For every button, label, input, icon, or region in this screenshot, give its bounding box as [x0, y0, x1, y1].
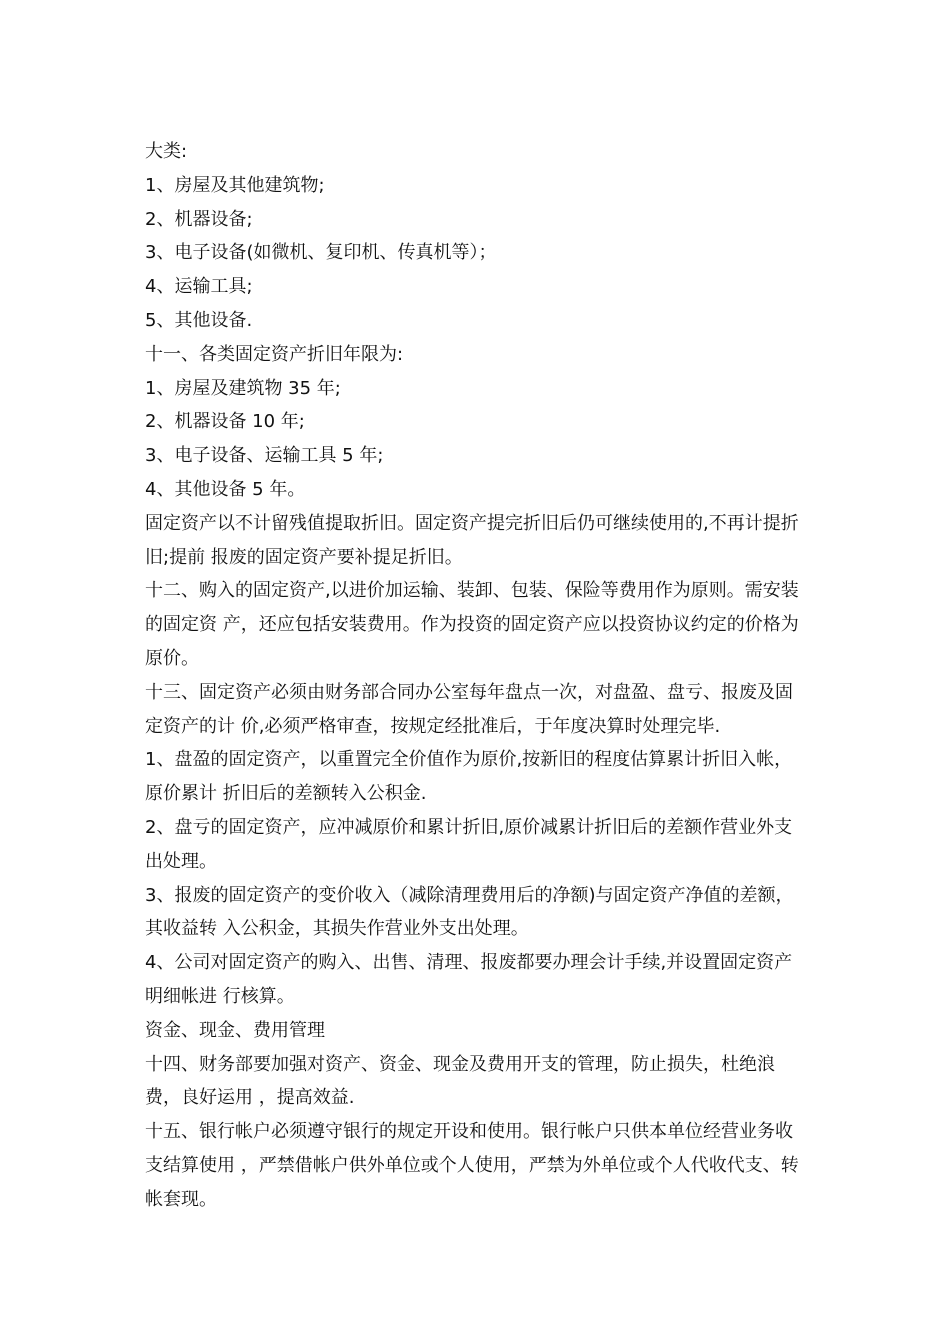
list-item: 4、其他设备 5 年。: [145, 478, 306, 500]
paragraph: 十二、购入的固定资产,以进价加运输、装卸、包装、保险等费用作为原则。需安装的固定资 产，还应包括安装费用。作为投资的固定资产应以投资协议约定的价格为原价。: [145, 580, 799, 669]
list-item: 3、电子设备、运输工具 5 年;: [145, 445, 384, 467]
list-item: 5、其他设备.: [145, 309, 253, 331]
paragraph: 十四、财务部要加强对资产、资金、现金及费用开支的管理，防止损失，杜绝浪费，良好运用 ，提高效益.: [145, 1053, 775, 1109]
list-item: 2、机器设备;: [145, 208, 253, 230]
paragraph: 十三、固定资产必须由财务部合同办公室每年盘点一次，对盘盈、盘亏、报废及固定资产的计 价,必须严格审查，按规定经批准后，于年度决算时处理完毕.: [145, 681, 793, 737]
paragraph: 十五、银行帐户必须遵守银行的规定开设和使用。银行帐户只供本单位经营业务收支结算使用 ，严禁借帐户供外单位或个人使用，严禁为外单位或个人代收代支、转帐套现。: [145, 1121, 799, 1210]
paragraph: 固定资产以不计留残值提取折旧。固定资产提完折旧后仍可继续使用的,不再计提折旧;提前 报废的固定资产要补提足折旧。: [145, 512, 799, 568]
list-item: 3、电子设备(如微机、复印机、传真机等）；: [145, 242, 497, 264]
list-item: 1、盘盈的固定资产，以重置完全价值作为原价,按新旧的程度估算累计折旧入帐，原价累计 折旧后的差额转入公积金.: [145, 749, 793, 805]
list-item: 2、盘亏的固定资产，应冲减原价和累计折旧,原价减累计折旧后的差额作营业外支出处理。: [145, 816, 793, 872]
list-item: 2、机器设备 10 年;: [145, 411, 305, 433]
section-heading: 十一、各类固定资产折旧年限为:: [145, 343, 404, 365]
section-heading: 资金、现金、费用管理: [145, 1019, 325, 1041]
document-body: [145, 135, 810, 1217]
list-item: 1、房屋及其他建筑物;: [145, 174, 325, 196]
list-item: 4、公司对固定资产的购入、出售、清理、报废都要办理会计手续,并设置固定资产明细帐进 行核算。: [145, 952, 793, 1007]
list-item: 1、房屋及建筑物 35 年;: [145, 377, 341, 399]
list-item: 3、报废的固定资产的变价收入（减除清理费用后的净额)与固定资产净值的差额，其收益转 入公积金，其损失作营业外支出处理。: [145, 884, 794, 940]
list-item: 4、运输工具;: [145, 276, 253, 298]
category-heading: 大类:: [145, 141, 188, 162]
